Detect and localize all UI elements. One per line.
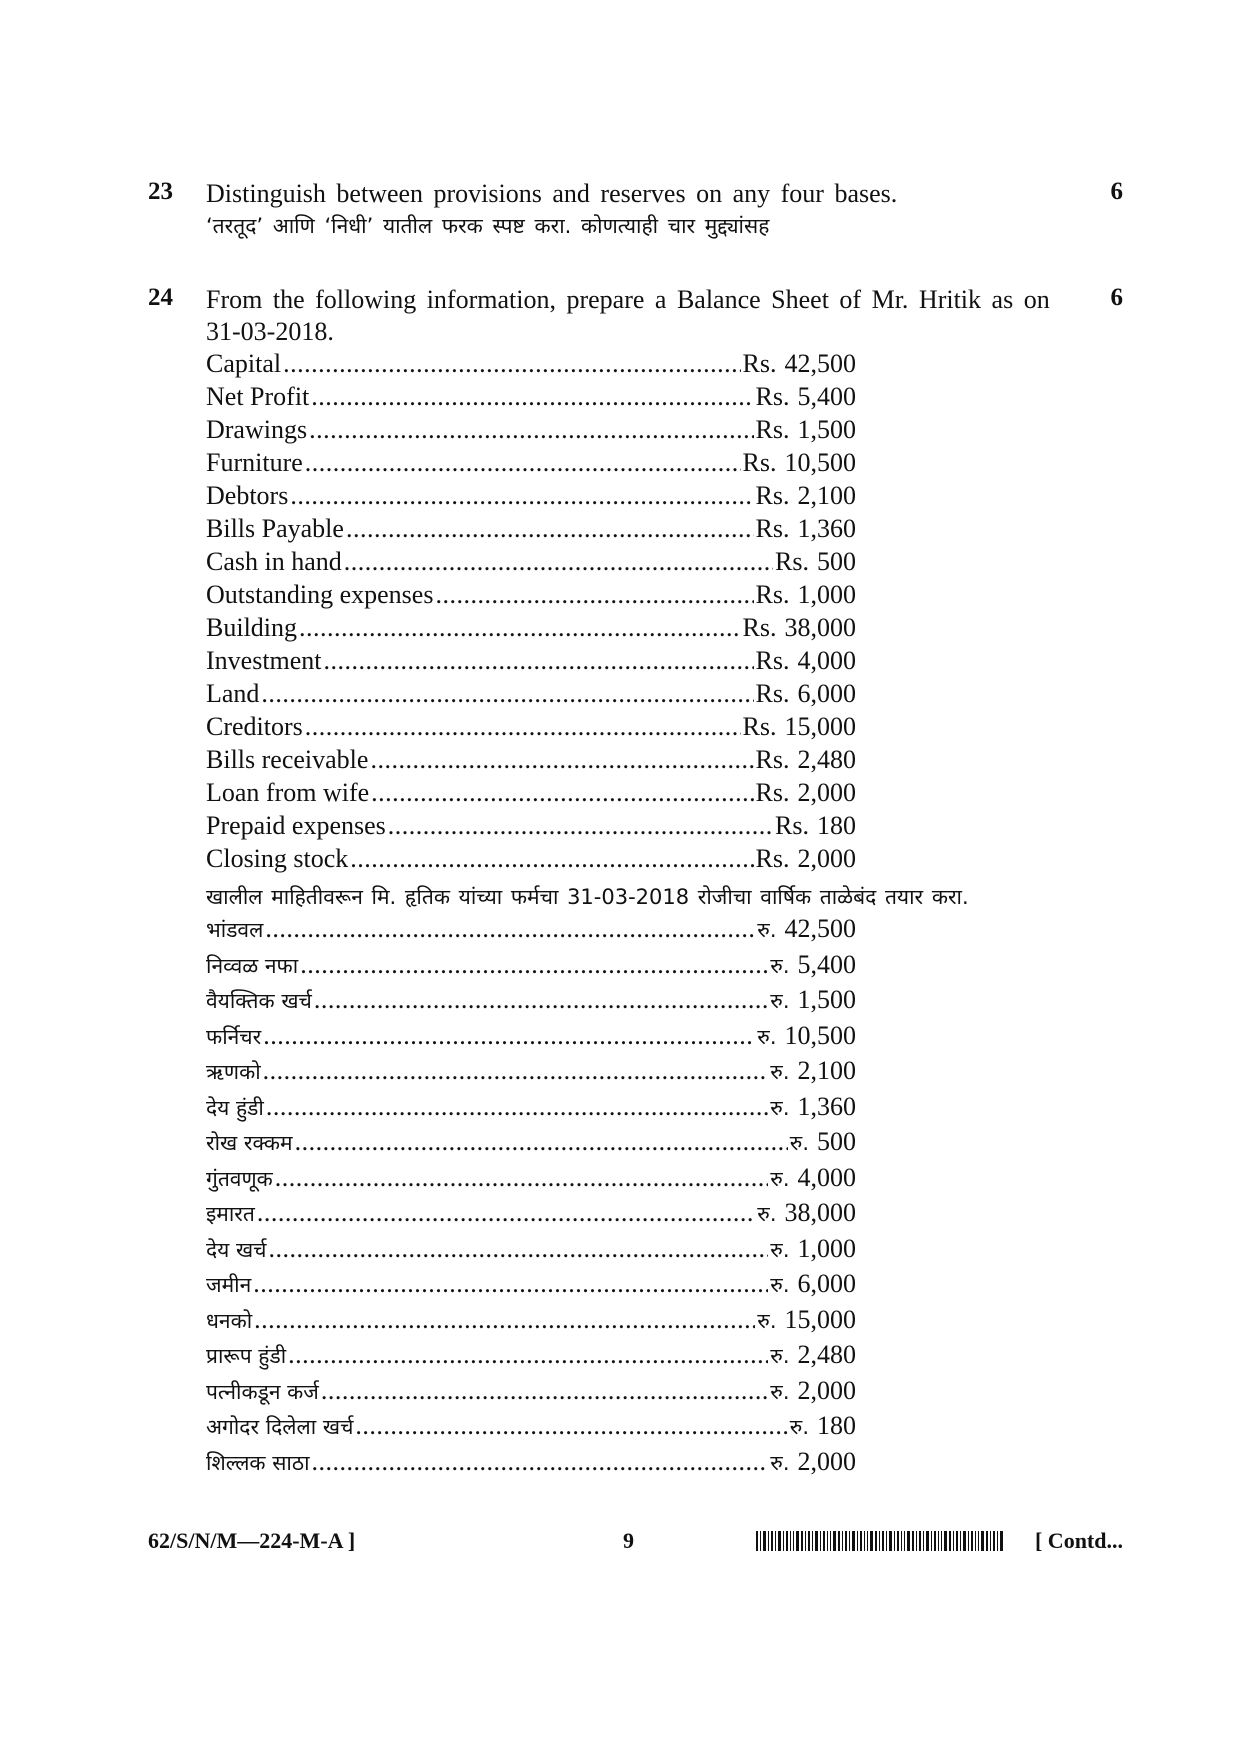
continued-label: [ Contd...: [1034, 1528, 1123, 1553]
list-item: Building ..... Rs. 38,000: [206, 613, 856, 646]
list-item: गुंतवणूक ..... रु. 4,000: [206, 1163, 856, 1199]
list-item: ऋणको ..... रु. 2,100: [206, 1056, 856, 1092]
list-item: देय हुंडी ..... रु. 1,360: [206, 1092, 856, 1128]
question-marks: 6: [1110, 284, 1123, 311]
list-item: रोख रक्कम ..... रु. 500: [206, 1127, 856, 1163]
question-text-mr: खालील माहितीवरून मि. हृतिक यांच्या फर्मचा 31-03-2018 रोजीचा वार्षिक ताळेबंद तयार करा.: [206, 885, 969, 909]
list-item: फर्निचर ..... रु. 10,500: [206, 1021, 856, 1057]
list-item: Loan from wife ..... Rs. 2,000: [206, 778, 856, 811]
question-number: 24: [148, 284, 173, 311]
list-item: Bills receivable ..... Rs. 2,480: [206, 745, 856, 778]
list-item: शिल्लक साठा ..... रु. 2,000: [206, 1447, 856, 1483]
list-item: वैयक्तिक खर्च ..... रु. 1,500: [206, 985, 856, 1021]
question-23: [148, 178, 1123, 258]
list-item: Creditors ..... Rs. 15,000: [206, 712, 856, 745]
list-item: निव्वळ नफा ..... रु. 5,400: [206, 950, 856, 986]
question-marks: 6: [1110, 178, 1123, 205]
question-text: [206, 178, 1063, 242]
question-text-en: From the following information, prepare a Balance Sheet of Mr. Hritik as on 31-03-2018.: [206, 285, 1050, 346]
list-item: Prepaid expenses ..... Rs. 180: [206, 811, 856, 844]
paper-code: 62/S/N/M—224-M-A ]: [148, 1528, 356, 1553]
question-24: [148, 284, 1123, 354]
list-item: पत्नीकडून कर्ज ..... रु. 2,000: [206, 1376, 856, 1412]
list-item: देय खर्च ..... रु. 1,000: [206, 1234, 856, 1270]
page-footer: [148, 1528, 1123, 1568]
list-item: प्रारूप हुंडी ..... रु. 2,480: [206, 1340, 856, 1376]
balance-items-en: [206, 349, 856, 877]
list-item: Closing stock ..... Rs. 2,000: [206, 844, 856, 877]
list-item: Drawings ..... Rs. 1,500: [206, 415, 856, 448]
question-number: 23: [148, 178, 173, 205]
list-item: Outstanding expenses ..... Rs. 1,000: [206, 580, 856, 613]
question-text-mr: ‘तरतूद’ आणि ‘निधी’ यातील फरक स्पष्ट करा. कोणत्याही चार मुद्द्यांसह: [206, 214, 770, 238]
list-item: Cash in hand ..... Rs. 500: [206, 547, 856, 580]
list-item: Net Profit ..... Rs. 5,400: [206, 382, 856, 415]
list-item: इमारत ..... रु. 38,000: [206, 1198, 856, 1234]
list-item: अगोदर दिलेला खर्च ..... रु. 180: [206, 1411, 856, 1447]
list-item: Investment ..... Rs. 4,000: [206, 646, 856, 679]
list-item: Furniture ..... Rs. 10,500: [206, 448, 856, 481]
list-item: भांडवल ..... रु. 42,500: [206, 914, 856, 950]
list-item: Debtors ..... Rs. 2,100: [206, 481, 856, 514]
list-item: Capital ..... Rs. 42,500: [206, 349, 856, 382]
list-item: Bills Payable ..... Rs. 1,360: [206, 514, 856, 547]
barcode-icon: [756, 1531, 1004, 1551]
question-text-en: Distinguish between provisions and reserves on any four bases.: [206, 179, 898, 208]
page-number: 9: [623, 1528, 634, 1553]
list-item: जमीन ..... रु. 6,000: [206, 1269, 856, 1305]
list-item: Land ..... Rs. 6,000: [206, 679, 856, 712]
balance-items-mr: [206, 914, 856, 1482]
list-item: धनको ..... रु. 15,000: [206, 1305, 856, 1341]
